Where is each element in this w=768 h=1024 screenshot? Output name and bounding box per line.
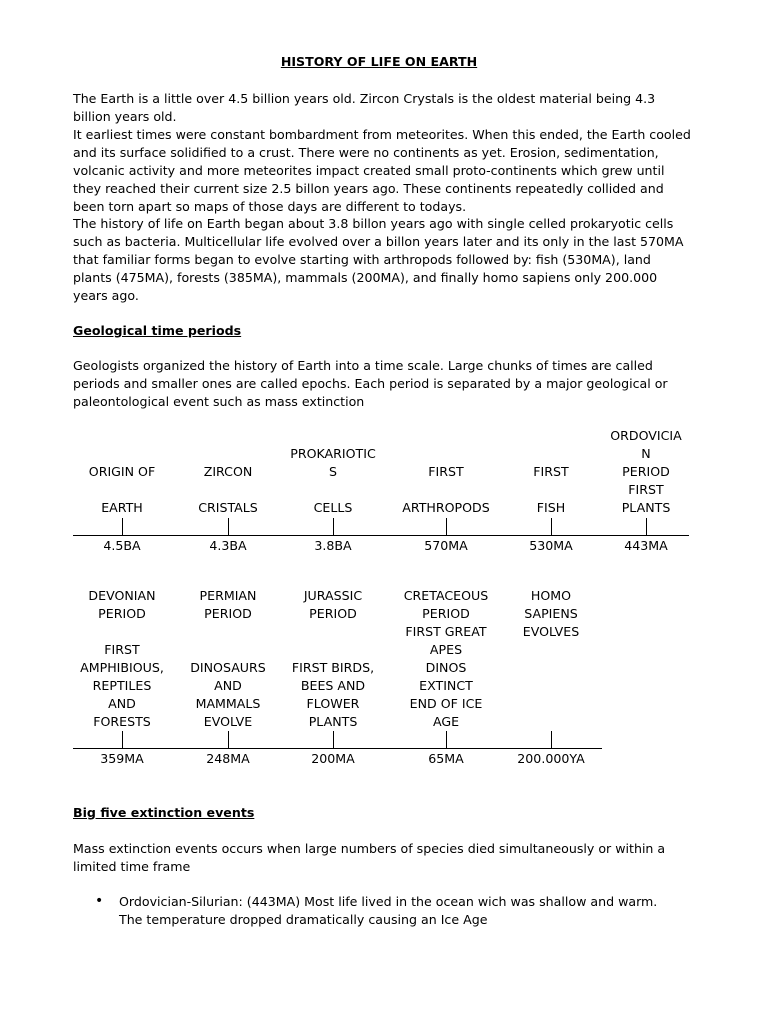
timeline1-event-label-line: ORDOVICIA bbox=[610, 428, 682, 443]
timeline1-event-label-line: PERIOD bbox=[622, 464, 670, 479]
timeline1-value-label: 530MA bbox=[529, 538, 573, 553]
timeline2-event-label-line bbox=[280, 623, 386, 641]
timeline2-event-label-line: SAPIENS bbox=[524, 606, 578, 621]
timeline1-event-label-line: FIRST bbox=[428, 464, 464, 479]
timeline2-event-label-line bbox=[175, 623, 281, 641]
intro-paragraph-2: It earliest times were constant bombardment from meteorites. When this ended, the Earth cooled and its surface solidified to a crust. There were no continents as yet. Erosion, sedimentation, volcanic activity and more meteorites impact created small proto-continents which grew until they reached their current size 2.5 billon years ago. These continents repeatedly collided and been torn apart so maps of those days are different to todays. bbox=[73, 127, 691, 214]
bullet-icon: • bbox=[95, 893, 104, 909]
timeline2-event-label-line: PERMIAN bbox=[199, 588, 257, 603]
timeline1-event-label-line: FIRST bbox=[533, 464, 569, 479]
timeline2-event-label-line: AND bbox=[214, 678, 242, 693]
timeline1-value-label: 570MA bbox=[424, 538, 468, 553]
timeline2-event-label-line: END OF ICE bbox=[409, 696, 483, 711]
timeline-1-axis bbox=[73, 535, 689, 536]
timeline2-tick bbox=[446, 731, 447, 748]
timeline2-event-label-line: BEES AND bbox=[300, 678, 366, 693]
timeline1-tick bbox=[228, 518, 229, 535]
timeline2-event-label-line: DINOSAURS bbox=[190, 660, 266, 675]
timeline1-event-label-line bbox=[393, 481, 499, 499]
timeline2-value-label: 200.000YA bbox=[517, 751, 585, 766]
timeline2-event-label-line: AGE bbox=[432, 714, 460, 729]
timeline2-event-label-line: FLOWER bbox=[306, 696, 360, 711]
timeline1-tick bbox=[646, 518, 647, 535]
timeline2-event-label-line bbox=[69, 623, 175, 641]
timeline1-tick bbox=[446, 518, 447, 535]
timeline1-event-label-line: N bbox=[641, 446, 651, 461]
timeline1-event-label bbox=[498, 463, 604, 517]
geological-time-paragraph: Geologists organized the history of Earth into a time scale. Large chunks of times are called periods and smaller ones are called epochs. Each period is separated by a major geological or paleontological event such as mass extinction bbox=[73, 358, 668, 409]
timeline2-event-label-line: AMPHIBIOUS, bbox=[80, 660, 164, 675]
extinction-bullet-ordovician: Ordovician-Silurian: (443MA) Most life lived in the ocean wich was shallow and warm. The temperature dropped dramatically causing an Ice Age bbox=[119, 894, 658, 927]
timeline1-event-label-line: CELLS bbox=[313, 500, 353, 515]
timeline2-tick bbox=[228, 731, 229, 748]
timeline2-event-label-line: PLANTS bbox=[308, 714, 358, 729]
timeline1-tick bbox=[551, 518, 552, 535]
timeline2-value-label: 65MA bbox=[428, 751, 464, 766]
timeline1-event-label bbox=[280, 445, 386, 517]
timeline2-event-label bbox=[69, 587, 175, 731]
timeline2-tick bbox=[333, 731, 334, 748]
timeline2-event-label-line bbox=[280, 641, 386, 659]
timeline2-event-label-line: MAMMALS bbox=[195, 696, 261, 711]
timeline2-tick bbox=[551, 731, 552, 748]
page-title: HISTORY OF LIFE ON EARTH bbox=[280, 54, 478, 69]
timeline1-value-label: 3.8BA bbox=[314, 538, 352, 553]
timeline2-event-label-line: EVOLVES bbox=[522, 624, 580, 639]
timeline1-event-label-line: ZIRCON bbox=[203, 464, 253, 479]
timeline1-event-label bbox=[593, 427, 699, 517]
timeline2-event-label-line: REPTILES bbox=[92, 678, 152, 693]
timeline2-event-label-line: JURASSIC bbox=[303, 588, 363, 603]
timeline2-event-label-line: FIRST bbox=[104, 642, 140, 657]
timeline1-event-label-line: PLANTS bbox=[621, 500, 671, 515]
timeline2-event-label-line: CRETACEOUS bbox=[403, 588, 489, 603]
timeline2-event-label-line: PERIOD bbox=[98, 606, 146, 621]
geological-time-heading: Geological time periods bbox=[73, 323, 242, 338]
timeline2-event-label-line bbox=[498, 641, 604, 659]
timeline2-event-label bbox=[175, 587, 281, 731]
timeline-2-axis bbox=[73, 748, 602, 749]
timeline2-event-label-line: EVOLVE bbox=[203, 714, 253, 729]
timeline2-event-label-line: HOMO bbox=[530, 588, 572, 603]
timeline2-event-label-line: FIRST BIRDS, bbox=[291, 660, 375, 675]
timeline2-event-label-line: EXTINCT bbox=[419, 678, 473, 693]
timeline1-value-label: 4.5BA bbox=[103, 538, 141, 553]
timeline1-event-label-line bbox=[175, 481, 281, 499]
timeline2-tick bbox=[122, 731, 123, 748]
timeline1-event-label-line: EARTH bbox=[101, 500, 143, 515]
timeline2-value-label: 359MA bbox=[100, 751, 144, 766]
timeline2-event-label-line: FORESTS bbox=[93, 714, 151, 729]
intro-paragraph-3: The history of life on Earth began about 3.8 billon years ago with single celled prokaryotic cells such as bacteria. Multicellular life evolved over a billon years later and its only in the last 570MA that familiar forms began to evolve starting with arthropods followed by: fish (530MA), land plants (475MA), forests (385MA), mammals (200MA), and finally homo sapiens only 200.000 years ago. bbox=[73, 216, 684, 303]
timeline2-event-label-line bbox=[498, 677, 604, 695]
intro-paragraph-1: The Earth is a little over 4.5 billion years old. Zircon Crystals is the oldest material being 4.3 billion years old. bbox=[73, 91, 656, 124]
timeline2-event-label-line bbox=[498, 713, 604, 731]
timeline2-event-label bbox=[498, 587, 604, 731]
timeline2-event-label-line: PERIOD bbox=[204, 606, 252, 621]
timeline1-event-label bbox=[175, 463, 281, 517]
extinction-heading: Big five extinction events bbox=[73, 805, 255, 820]
timeline1-event-label-line bbox=[498, 481, 604, 499]
timeline2-event-label-line bbox=[498, 695, 604, 713]
timeline2-event-label-line: FIRST GREAT bbox=[405, 624, 487, 639]
timeline1-event-label-line: S bbox=[329, 464, 337, 479]
timeline1-event-label bbox=[393, 463, 499, 517]
timeline2-event-label-line bbox=[498, 659, 604, 677]
timeline1-event-label-line bbox=[280, 481, 386, 499]
timeline2-event-label-line: DINOS bbox=[425, 660, 467, 675]
timeline1-event-label-line: ARTHROPODS bbox=[402, 500, 490, 515]
timeline1-event-label-line: FISH bbox=[536, 500, 566, 515]
timeline2-event-label-line: DEVONIAN bbox=[88, 588, 156, 603]
timeline1-event-label-line: FIRST bbox=[628, 482, 664, 497]
timeline1-value-label: 4.3BA bbox=[209, 538, 247, 553]
timeline2-value-label: 248MA bbox=[206, 751, 250, 766]
timeline1-event-label-line: PROKARIOTIC bbox=[290, 446, 376, 461]
timeline2-event-label bbox=[280, 587, 386, 731]
timeline2-event-label-line: AND bbox=[108, 696, 136, 711]
timeline1-event-label-line: ORIGIN OF bbox=[88, 464, 156, 479]
timeline1-tick bbox=[333, 518, 334, 535]
timeline2-event-label bbox=[393, 587, 499, 731]
timeline2-value-label: 200MA bbox=[311, 751, 355, 766]
timeline2-event-label-line bbox=[175, 641, 281, 659]
timeline1-event-label-line: CRISTALS bbox=[198, 500, 258, 515]
timeline1-value-label: 443MA bbox=[624, 538, 668, 553]
timeline2-event-label-line: PERIOD bbox=[422, 606, 470, 621]
extinction-paragraph: Mass extinction events occurs when large numbers of species died simultaneously or within a limited time frame bbox=[73, 841, 666, 874]
timeline1-event-label bbox=[69, 463, 175, 517]
timeline1-event-label-line bbox=[69, 481, 175, 499]
timeline1-tick bbox=[122, 518, 123, 535]
timeline2-event-label-line: APES bbox=[429, 642, 463, 657]
timeline2-event-label-line: PERIOD bbox=[309, 606, 357, 621]
